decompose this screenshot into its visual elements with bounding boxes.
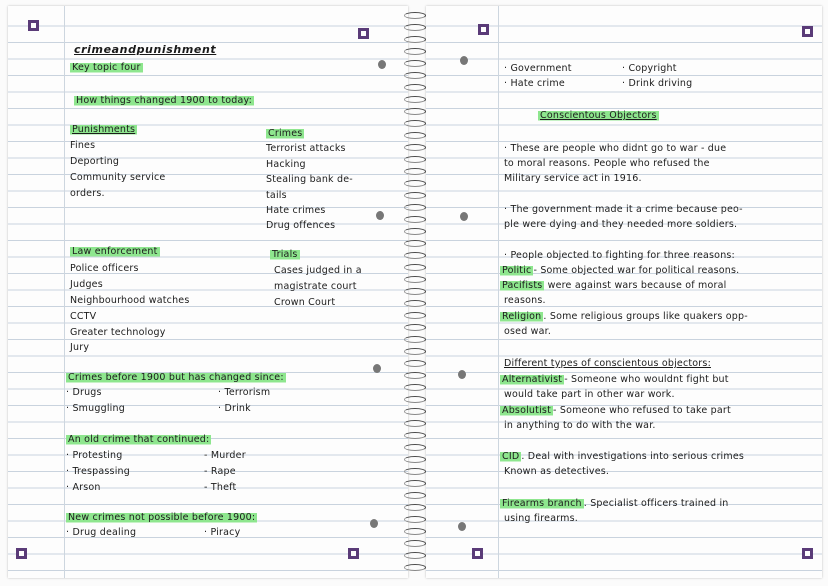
punch-hole — [460, 56, 468, 65]
list-item: Crown Court — [274, 297, 336, 308]
list-item: Greater technology — [70, 327, 166, 338]
spiral-coil — [404, 216, 426, 223]
punch-hole — [458, 370, 466, 379]
paragraph-line: Military service act in 1916. — [504, 173, 642, 184]
list-item: - Theft — [204, 482, 237, 493]
paragraph-line: · The government made it a crime because peo- — [504, 204, 743, 215]
open-notebook — [2, 2, 826, 582]
list-item: orders. — [70, 188, 105, 199]
list-item: · Hate crime — [504, 78, 565, 89]
punch-hole — [370, 519, 378, 528]
spiral-coil — [404, 384, 426, 391]
corner-mark-icon — [348, 548, 359, 559]
list-item: Drug offences — [266, 220, 336, 231]
list-item: Fines — [70, 140, 96, 151]
list-item: CCTV — [70, 311, 97, 322]
spiral-coil — [404, 492, 426, 499]
corner-mark-icon — [478, 24, 489, 35]
list-item: magistrate court — [274, 281, 357, 292]
spiral-coil — [404, 168, 426, 175]
term-line: Pacifists were against wars because of moral — [502, 280, 727, 291]
punch-hole — [373, 364, 381, 373]
spiral-coil — [404, 528, 426, 535]
paragraph-line: osed war. — [504, 326, 552, 337]
spiral-coil — [404, 108, 426, 115]
corner-mark-icon — [472, 548, 483, 559]
spiral-coil — [404, 288, 426, 295]
list-item: · Drink driving — [622, 78, 693, 89]
spiral-coil — [404, 84, 426, 91]
spiral-coil — [404, 372, 426, 379]
list-item: · Piracy — [204, 527, 241, 538]
list-item: Police officers — [70, 263, 139, 274]
key-topic-label: Key topic four — [72, 62, 141, 73]
list-item: tails — [266, 190, 287, 201]
conscientous-objectors-heading: Conscientous Objectors — [540, 110, 657, 121]
list-item: Cases judged in a — [274, 265, 362, 276]
paragraph-line: ple were dying and they needed more soldiers. — [504, 219, 738, 230]
list-item: · Drink — [218, 403, 251, 414]
list-item: Judges — [70, 279, 103, 290]
spiral-coil — [404, 120, 426, 127]
punch-hole — [458, 522, 466, 531]
spiral-coil — [404, 348, 426, 355]
punishments-heading: Punishments — [72, 124, 136, 135]
right-page — [426, 6, 822, 578]
list-item: - Murder — [204, 450, 246, 461]
spiral-coil — [404, 468, 426, 475]
law-enforcement-heading: Law enforcement — [72, 246, 158, 257]
list-item: · Government — [504, 63, 572, 74]
spiral-coil — [404, 396, 426, 403]
spiral-coil — [404, 336, 426, 343]
spiral-coil — [404, 180, 426, 187]
spiral-coil — [404, 552, 426, 559]
spiral-coil — [404, 36, 426, 43]
margin-line — [64, 6, 65, 578]
spiral-coil — [404, 300, 426, 307]
paragraph-line: Known as detectives. — [504, 466, 610, 477]
spiral-coil — [404, 156, 426, 163]
spiral-coil — [404, 480, 426, 487]
list-item: · Arson — [66, 482, 101, 493]
paragraph-line: to moral reasons. People who refused the — [504, 158, 710, 169]
list-item: · Terrorism — [218, 387, 271, 398]
paragraph-line: · People objected to fighting for three reasons: — [504, 250, 735, 261]
paragraph-line: in anything to do with the war. — [504, 420, 656, 431]
new-crimes-heading: New crimes not possible before 1900: — [68, 512, 256, 523]
spiral-coil — [404, 516, 426, 523]
list-item: Community service — [70, 172, 166, 183]
spiral-coil — [404, 60, 426, 67]
list-item: Stealing bank de- — [266, 174, 353, 185]
spiral-coil — [404, 420, 426, 427]
paragraph-line: using firearms. — [504, 513, 578, 524]
spiral-coil — [404, 240, 426, 247]
spiral-coil — [404, 96, 426, 103]
spiral-coil — [404, 360, 426, 367]
spiral-coil — [404, 192, 426, 199]
spiral-coil — [404, 48, 426, 55]
list-item: - Rape — [204, 466, 236, 477]
spiral-coil — [404, 144, 426, 151]
spiral-coil — [404, 324, 426, 331]
old-crime-heading: An old crime that continued: — [68, 434, 210, 445]
spiral-coil — [404, 276, 426, 283]
spiral-binding — [402, 8, 428, 578]
punch-hole — [460, 212, 468, 221]
spiral-coil — [404, 408, 426, 415]
page-title: crimeandpunishment — [74, 43, 217, 56]
types-heading: Different types of conscientous objectors: — [504, 358, 711, 369]
term-line: Religion . Some religious groups like quakers opp- — [502, 311, 748, 322]
list-item: Terrorist attacks — [266, 143, 346, 154]
spiral-coil — [404, 72, 426, 79]
list-item: · Copyright — [622, 63, 677, 74]
paragraph-line: · These are people who didnt go to war - due — [504, 143, 727, 154]
margin-line — [498, 6, 499, 578]
spiral-coil — [404, 24, 426, 31]
spiral-coil — [404, 12, 426, 19]
list-item: · Protesting — [66, 450, 123, 461]
term-line: Alternativist - Someone who wouldnt fight but — [502, 374, 729, 385]
trials-heading: Trials — [272, 249, 298, 260]
spiral-coil — [404, 456, 426, 463]
spiral-coil — [404, 444, 426, 451]
paragraph-line: reasons. — [504, 295, 546, 306]
corner-mark-icon — [28, 20, 39, 31]
spiral-coil — [404, 252, 426, 259]
spiral-coil — [404, 432, 426, 439]
punch-hole — [378, 60, 386, 69]
list-item: Hate crimes — [266, 205, 326, 216]
spiral-coil — [404, 504, 426, 511]
spiral-coil — [404, 264, 426, 271]
corner-mark-icon — [802, 26, 813, 37]
term-line: Firearms branch . Specialist officers trained in — [502, 498, 729, 509]
list-item: Hacking — [266, 159, 306, 170]
before-1900-heading: Crimes before 1900 but has changed since: — [68, 372, 284, 383]
spiral-coil — [404, 132, 426, 139]
list-item: · Drugs — [66, 387, 102, 398]
left-page — [8, 6, 408, 578]
term-line: CID . Deal with investigations into serious crimes — [502, 451, 745, 462]
spiral-coil — [404, 564, 426, 571]
spiral-coil — [404, 312, 426, 319]
list-item: Jury — [70, 342, 90, 353]
spiral-coil — [404, 228, 426, 235]
term-line: Politic - Some objected war for political reasons. — [502, 265, 740, 276]
list-item: Deporting — [70, 156, 120, 167]
list-item: · Trespassing — [66, 466, 130, 477]
spiral-coil — [404, 204, 426, 211]
list-item: · Smuggling — [66, 403, 125, 414]
subtitle: How things changed 1900 to today: — [76, 95, 253, 106]
crimes-heading: Crimes — [268, 128, 303, 139]
list-item: · Drug dealing — [66, 527, 137, 538]
punch-hole — [376, 211, 384, 220]
paragraph-line: would take part in other war work. — [504, 389, 675, 400]
corner-mark-icon — [358, 28, 369, 39]
list-item: Neighbourhood watches — [70, 295, 190, 306]
spiral-coil — [404, 540, 426, 547]
corner-mark-icon — [802, 548, 813, 559]
term-line: Absolutist - Someone who refused to take part — [502, 405, 731, 416]
corner-mark-icon — [16, 548, 27, 559]
